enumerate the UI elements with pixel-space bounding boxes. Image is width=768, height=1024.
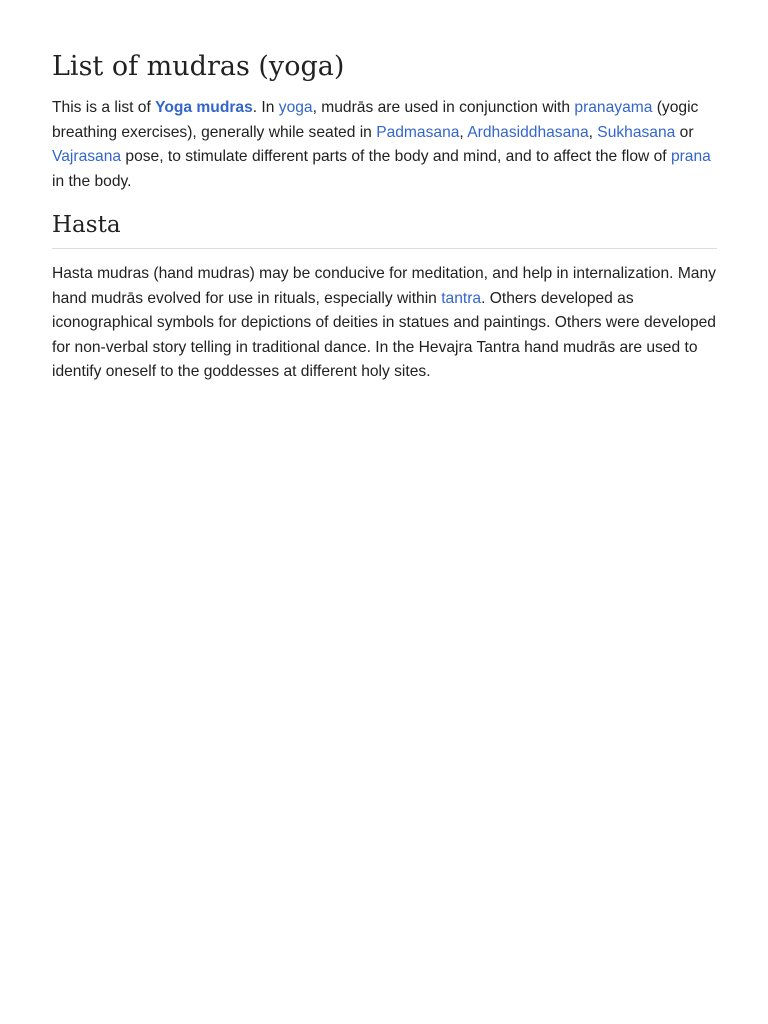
link-sukhasana[interactable]: Sukhasana bbox=[597, 123, 676, 141]
intro-text: (yogic breathing exercises), generally while seated in bbox=[52, 99, 699, 141]
link-pranayama[interactable]: pranayama bbox=[574, 99, 653, 116]
intro-text: . In bbox=[252, 99, 279, 116]
intro-text: This is a list of bbox=[52, 99, 156, 116]
intro-text: or bbox=[675, 123, 694, 141]
intro-paragraph bbox=[52, 96, 717, 194]
hasta-text: Hasta mudras (hand mudras) may be conducive for meditation, and help in internalization. Many hand mudrās evolved for use in rituals, especially within bbox=[52, 265, 716, 307]
link-yoga-mudras[interactable]: Yoga mudras bbox=[155, 99, 253, 116]
link-tantra[interactable]: tantra bbox=[441, 289, 482, 307]
intro-text: in the body. bbox=[52, 172, 132, 190]
page-title: List of mudras (yoga) bbox=[52, 51, 345, 82]
link-vajrasana[interactable]: Vajrasana bbox=[52, 148, 122, 165]
intro-text: pose, to stimulate different parts of the body and mind, and to affect the flow of bbox=[121, 148, 671, 165]
link-prana[interactable]: prana bbox=[670, 148, 711, 165]
section-heading-hasta: Hasta bbox=[52, 210, 717, 249]
hasta-text: . Others developed as iconographical symbols for depictions of deities in statues and paintings. Others were developed for non-verbal story telling in traditional dance. In the Hevajra Tantra hand mudrās are used to identify oneself to the goddesses at different holy sites. bbox=[52, 289, 716, 380]
article-content bbox=[52, 0, 717, 385]
intro-text: , bbox=[459, 123, 468, 141]
link-yoga[interactable]: yoga bbox=[278, 99, 313, 116]
intro-text: , mudrās are used in conjunction with bbox=[312, 99, 575, 116]
intro-text: , bbox=[588, 123, 598, 141]
link-ardhasiddhasana[interactable]: Ardhasiddhasana bbox=[467, 123, 589, 141]
link-padmasana[interactable]: Padmasana bbox=[376, 123, 460, 141]
hasta-paragraph bbox=[52, 262, 717, 385]
